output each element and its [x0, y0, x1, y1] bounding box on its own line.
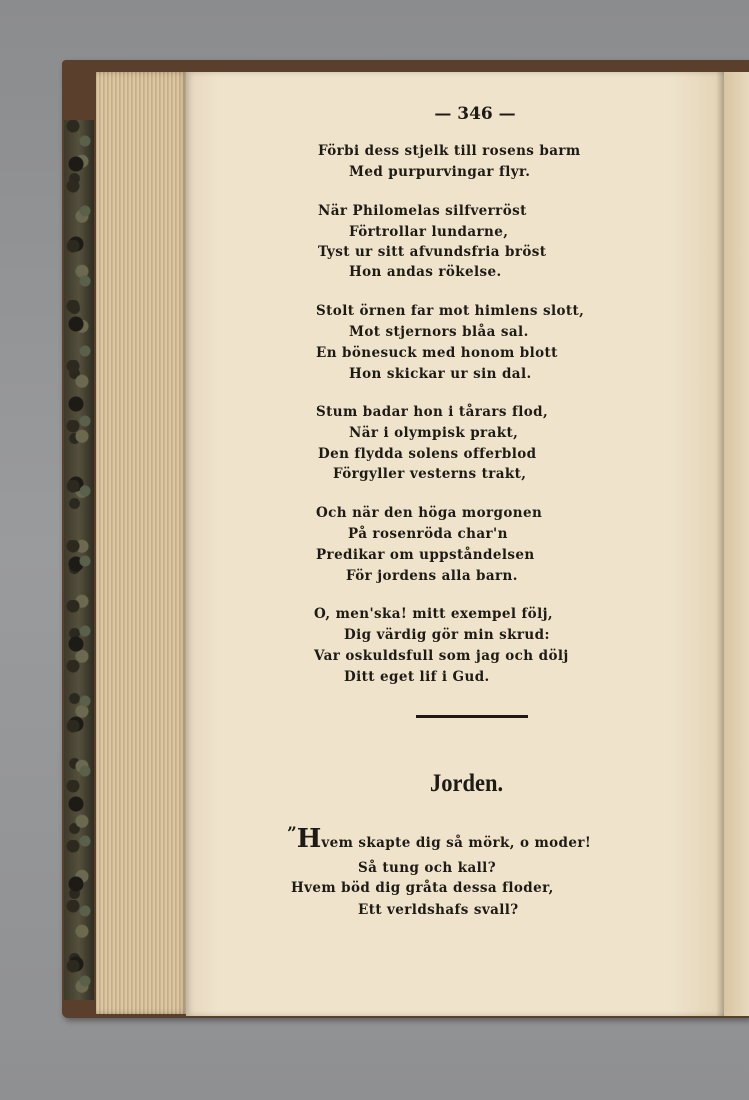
verse-line: Så tung och kall? [358, 860, 497, 876]
verse-line: Förtrollar lundarne, [349, 224, 509, 240]
page-block-edges [96, 72, 188, 1014]
verse-line: Stum badar hon i tårars flod, [316, 404, 549, 420]
verse-line: Och när den höga morgonen [316, 505, 543, 521]
opening-quote: ” [287, 824, 297, 844]
verse-line: En bönesuck med honom blott [316, 345, 558, 361]
verse-line: Mot stjernors blåa sal. [349, 324, 529, 340]
verse-line: Predikar om uppståndelsen [316, 547, 535, 563]
verse-line: Ett verldshafs svall? [358, 902, 519, 918]
gutter-shadow [716, 72, 724, 1016]
verse-line: Tyst ur sitt afvundsfria bröst [318, 244, 547, 260]
verse-line: Förbi dess stjelk till rosens barm [318, 143, 581, 159]
verse-line: Förgyller vesterns trakt, [333, 466, 527, 482]
section-divider [416, 715, 528, 718]
verse-line: På rosenröda char'n [348, 526, 508, 542]
poem-first-line [287, 824, 591, 854]
verse-line: O, men'ska! mitt exempel följ, [314, 606, 553, 622]
verse-line: Ditt eget lif i Gud. [344, 669, 490, 685]
verse-line: När Philomelas silfverröst [318, 203, 527, 219]
page-number: — 346 — [434, 104, 516, 124]
verse-line: För jordens alla barn. [346, 568, 518, 584]
verse-line: Hvem böd dig gråta dessa floder, [291, 880, 554, 896]
verse-line: Dig värdig gör min skrud: [344, 627, 550, 643]
verse-line: Den flydda solens offerblod [318, 446, 537, 462]
verse-line: Hon andas rökelse. [349, 264, 502, 280]
verse-line: Var oskuldsfull som jag och dölj [314, 648, 569, 664]
verse-line: När i olympisk prakt, [349, 425, 519, 441]
verse-line: vem skapte dig så mörk, o moder! [321, 835, 592, 851]
marbled-cover-edge [64, 120, 94, 1000]
verse-line: Med purpurvingar flyr. [349, 164, 531, 180]
verse-line: Stolt örnen far mot himlens slott, [316, 303, 585, 319]
drop-cap: H [296, 824, 322, 854]
verse-line: Hon skickar ur sin dal. [349, 366, 532, 382]
facing-page-edge [722, 72, 749, 1016]
section-title: Jorden. [430, 770, 504, 797]
